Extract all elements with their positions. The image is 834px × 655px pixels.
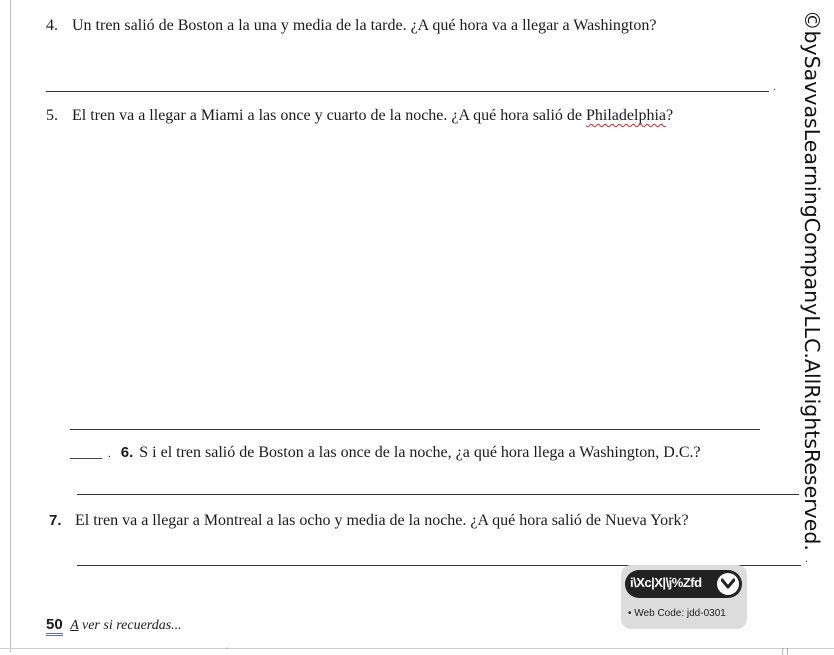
question-4-number: 4.: [46, 17, 58, 34]
question-5-number: 5.: [46, 107, 58, 124]
web-code-badge[interactable]: [621, 565, 747, 629]
question-7-number: 7.: [49, 512, 62, 529]
page-footer: [46, 616, 182, 634]
question-7: [49, 512, 689, 530]
question-7-text: El tren va a llegar a Montreal a las ocho y media de la noche. ¿A qué hora salió de Nueva York?: [75, 512, 689, 529]
answer-line-5[interactable]: [70, 429, 760, 430]
footer-title-rest: ver si recuerdas...: [78, 618, 182, 633]
question-6-number: 6.: [120, 444, 134, 461]
misspelled-word: Philadelphia: [586, 107, 666, 124]
question-4: [46, 17, 656, 35]
footer-title: [70, 618, 181, 633]
page-number: 50: [46, 616, 63, 636]
question-5-end: ?: [666, 107, 674, 124]
footer-title-first: A: [70, 618, 79, 633]
copyright-text: ©bySavvasLearningCompanyLLC.AllRightsReserved.: [800, 10, 824, 551]
answer-line-4-dot: .: [773, 79, 776, 93]
ruler-tick: [ ]: [782, 647, 789, 655]
copyright-notice: [800, 10, 834, 551]
question-6-text: S i el tren salió de Boston a las once de la noche, ¿a qué hora llega a Washington, D.C.?: [139, 444, 701, 461]
web-code-logo: [625, 570, 742, 598]
question-6-blank[interactable]: ____: [70, 444, 102, 461]
answer-line-6[interactable]: [77, 494, 799, 495]
answer-line-4[interactable]: [46, 91, 769, 92]
question-4-text: Un tren salió de Boston a la una y media de la tarde. ¿A qué hora va a llegar a Washington?: [72, 17, 657, 34]
chevron-down-icon[interactable]: [717, 573, 739, 595]
web-code-label: • Web Code: jdd-0301: [628, 608, 726, 619]
question-5-text: El tren va a llegar a Miami a las once y cuarto de la noche. ¿A qué hora salió de: [72, 107, 587, 124]
page-margin-rule: [10, 0, 11, 652]
page-bottom-edge: [0, 648, 834, 649]
question-6-dot: .: [108, 448, 111, 460]
ruler-tick: ˚: [226, 647, 229, 655]
question-6: [70, 444, 701, 462]
web-code-logo-text: i\Xc|X|\j%Zfd: [630, 575, 702, 590]
question-5: [46, 107, 673, 125]
answer-line-7-dot: .: [805, 551, 808, 565]
